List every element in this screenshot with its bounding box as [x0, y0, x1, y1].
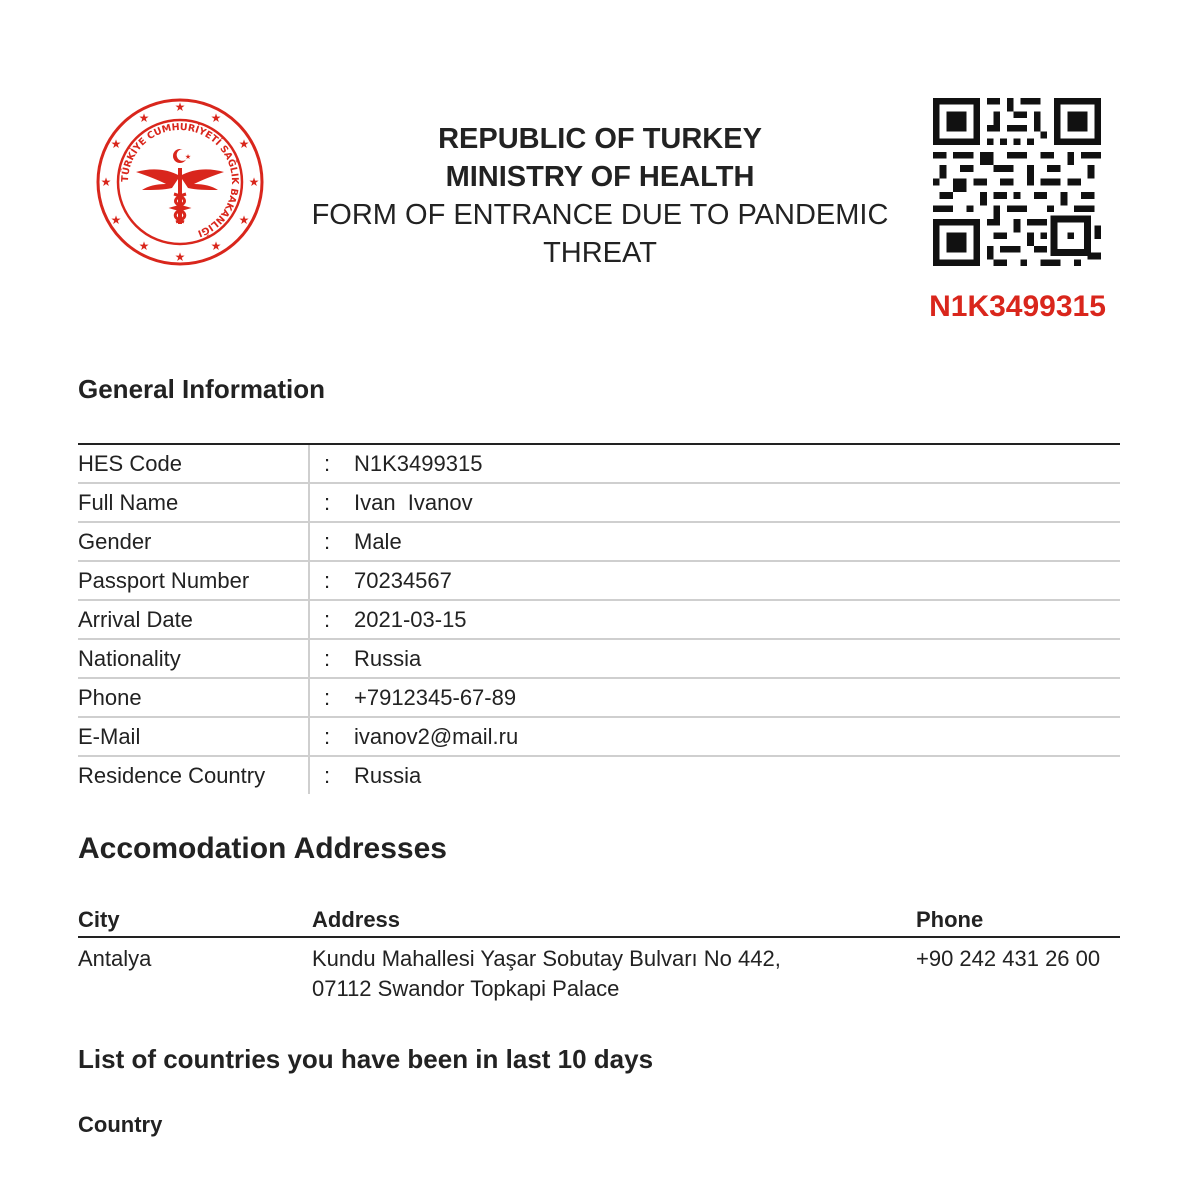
qr-code: [933, 98, 1101, 266]
info-row-residence-country: [78, 757, 1120, 794]
info-value: Russia: [354, 645, 422, 671]
info-value: +7912345-67-89: [354, 684, 517, 710]
info-separator: :: [324, 723, 331, 749]
info-value: Russia: [354, 762, 422, 788]
info-row-email: [78, 718, 1120, 757]
svg-text:★: ★: [210, 239, 222, 253]
header-country: REPUBLIC OF TURKEY: [438, 123, 762, 155]
info-value: Ivan Ivanov: [354, 489, 473, 515]
info-label: HES Code: [78, 445, 310, 482]
info-label: Passport Number: [78, 562, 310, 599]
header-form-title: FORM OF ENTRANCE DUE TO PANDEMIC THREAT: [311, 199, 889, 269]
info-label: Arrival Date: [78, 601, 310, 638]
column-header-address: Address: [312, 907, 401, 932]
info-separator: :: [324, 606, 331, 632]
svg-text:★: ★: [174, 100, 186, 114]
info-row-hes-code: [78, 445, 1120, 484]
info-row-gender: [78, 523, 1120, 562]
info-separator: :: [324, 489, 331, 515]
svg-text:★: ★: [174, 250, 186, 264]
info-row-full-name: [78, 484, 1120, 523]
info-row-phone: [78, 679, 1120, 718]
info-label: Nationality: [78, 640, 310, 677]
svg-text:★: ★: [248, 175, 260, 189]
info-value: N1K3499315: [354, 450, 483, 476]
info-label: Full Name: [78, 484, 310, 521]
info-row-nationality: [78, 640, 1120, 679]
address-line-2: 07112 Swandor Topkapi Palace: [312, 976, 620, 1001]
general-information-title: General Information: [78, 374, 326, 404]
svg-text:★: ★: [138, 239, 150, 253]
svg-text:★: ★: [138, 111, 150, 125]
column-header-phone: Phone: [916, 907, 984, 932]
info-value: Male: [354, 528, 402, 554]
accommodation-address: [312, 944, 916, 1004]
info-value: ivanov2@mail.ru: [354, 723, 519, 749]
info-row-passport-number: [78, 562, 1120, 601]
address-line-1: Kundu Mahallesi Yaşar Sobutay Bulvarı No 442,: [312, 946, 781, 971]
info-separator: :: [324, 567, 331, 593]
info-label: Gender: [78, 523, 310, 560]
svg-text:★: ★: [100, 175, 112, 189]
info-row-arrival-date: [78, 601, 1120, 640]
reference-code: N1K3499315: [929, 290, 1106, 323]
general-information-table: [78, 443, 1120, 794]
accommodation-city: Antalya: [78, 946, 152, 971]
info-label: Phone: [78, 679, 310, 716]
info-value: 70234567: [354, 567, 452, 593]
info-label: E-Mail: [78, 718, 310, 755]
svg-text:★: ★: [210, 111, 222, 125]
svg-text:★: ★: [184, 154, 192, 161]
svg-text:★: ★: [110, 137, 122, 151]
info-separator: :: [324, 645, 331, 671]
svg-text:★: ★: [110, 213, 122, 227]
document-header: [290, 120, 910, 272]
svg-text:★: ★: [238, 213, 250, 227]
table-row: [78, 938, 1120, 1004]
header-ministry: MINISTRY OF HEALTH: [445, 161, 755, 193]
ministry-seal-logo: [96, 98, 264, 266]
info-separator: :: [324, 762, 331, 788]
info-separator: :: [324, 450, 331, 476]
countries-visited-title: List of countries you have been in last 10 days: [78, 1044, 654, 1074]
seal-text: TÜRKİYE CUMHURİYETİ SAĞLIK BAKANLIĞI: [119, 121, 241, 239]
column-header-country: Country: [78, 1112, 163, 1137]
accommodation-table-header: [78, 904, 1120, 938]
info-value: 2021-03-15: [354, 606, 467, 632]
info-label: Residence Country: [78, 757, 310, 794]
info-separator: :: [324, 684, 331, 710]
svg-text:★: ★: [238, 137, 250, 151]
info-separator: :: [324, 528, 331, 554]
column-header-city: City: [78, 907, 120, 932]
accommodation-title: Accomodation Addresses: [78, 832, 447, 865]
accommodation-phone: +90 242 431 26 00: [916, 946, 1101, 971]
accommodation-table: [78, 904, 1120, 1004]
